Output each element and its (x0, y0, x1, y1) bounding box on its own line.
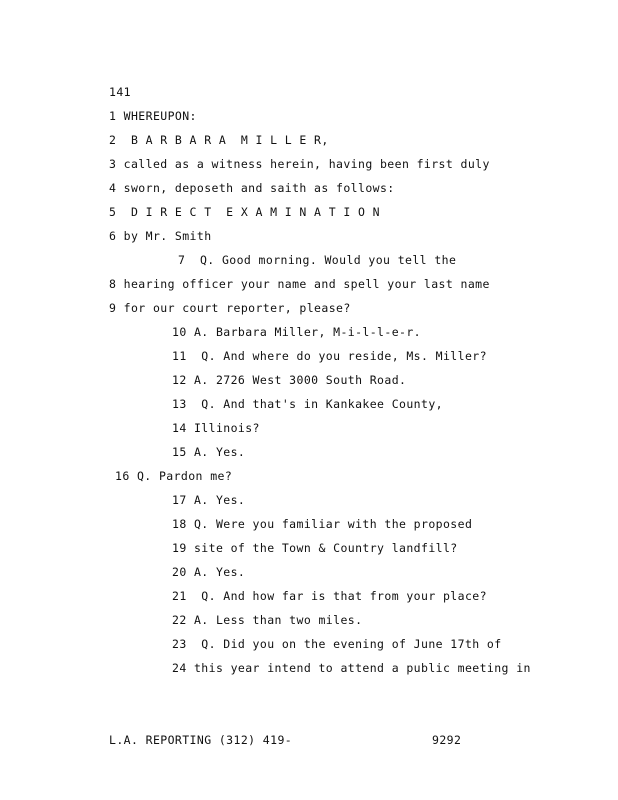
transcript-line: 11 Q. And where do you reside, Ms. Miller? (172, 349, 487, 363)
transcript-line: 4 sworn, deposeth and saith as follows: (109, 181, 395, 195)
transcript-line: 21 Q. And how far is that from your place? (172, 589, 487, 603)
transcript-line: 12 A. 2726 West 3000 South Road. (172, 373, 407, 387)
page-number: 141 (109, 85, 131, 99)
transcript-line: 20 A. Yes. (172, 565, 246, 579)
transcript-line: 18 Q. Were you familiar with the proposed (172, 517, 473, 531)
transcript-line: 8 hearing officer your name and spell your last name (109, 277, 490, 291)
transcript-line: 2 B A R B A R A M I L L E R, (109, 133, 329, 147)
transcript-line: 22 A. Less than two miles. (172, 613, 363, 627)
footer-number: 9292 (432, 733, 462, 747)
transcript-line: 13 Q. And that's in Kankakee County, (172, 397, 443, 411)
transcript-line: 6 by Mr. Smith (109, 229, 212, 243)
transcript-line: 23 Q. Did you on the evening of June 17th of (172, 637, 502, 651)
transcript-line: 3 called as a witness herein, having been first duly (109, 157, 490, 171)
transcript-line: 9 for our court reporter, please? (109, 301, 351, 315)
transcript-line: 19 site of the Town & Country landfill? (172, 541, 458, 555)
transcript-line: 17 A. Yes. (172, 493, 246, 507)
transcript-line: 5 D I R E C T E X A M I N A T I O N (109, 205, 380, 219)
transcript-line: 24 this year intend to attend a public meeting in (172, 661, 531, 675)
footer-reporter: L.A. REPORTING (312) 419- (109, 733, 293, 747)
transcript-line: 14 Illinois? (172, 421, 260, 435)
transcript-line: 7 Q. Good morning. Would you tell the (178, 253, 457, 267)
transcript-line: 10 A. Barbara Miller, M-i-l-l-e-r. (172, 325, 422, 339)
transcript-line: 16 Q. Pardon me? (115, 469, 233, 483)
transcript-line: 1 WHEREUPON: (109, 109, 197, 123)
transcript-line: 15 A. Yes. (172, 445, 246, 459)
